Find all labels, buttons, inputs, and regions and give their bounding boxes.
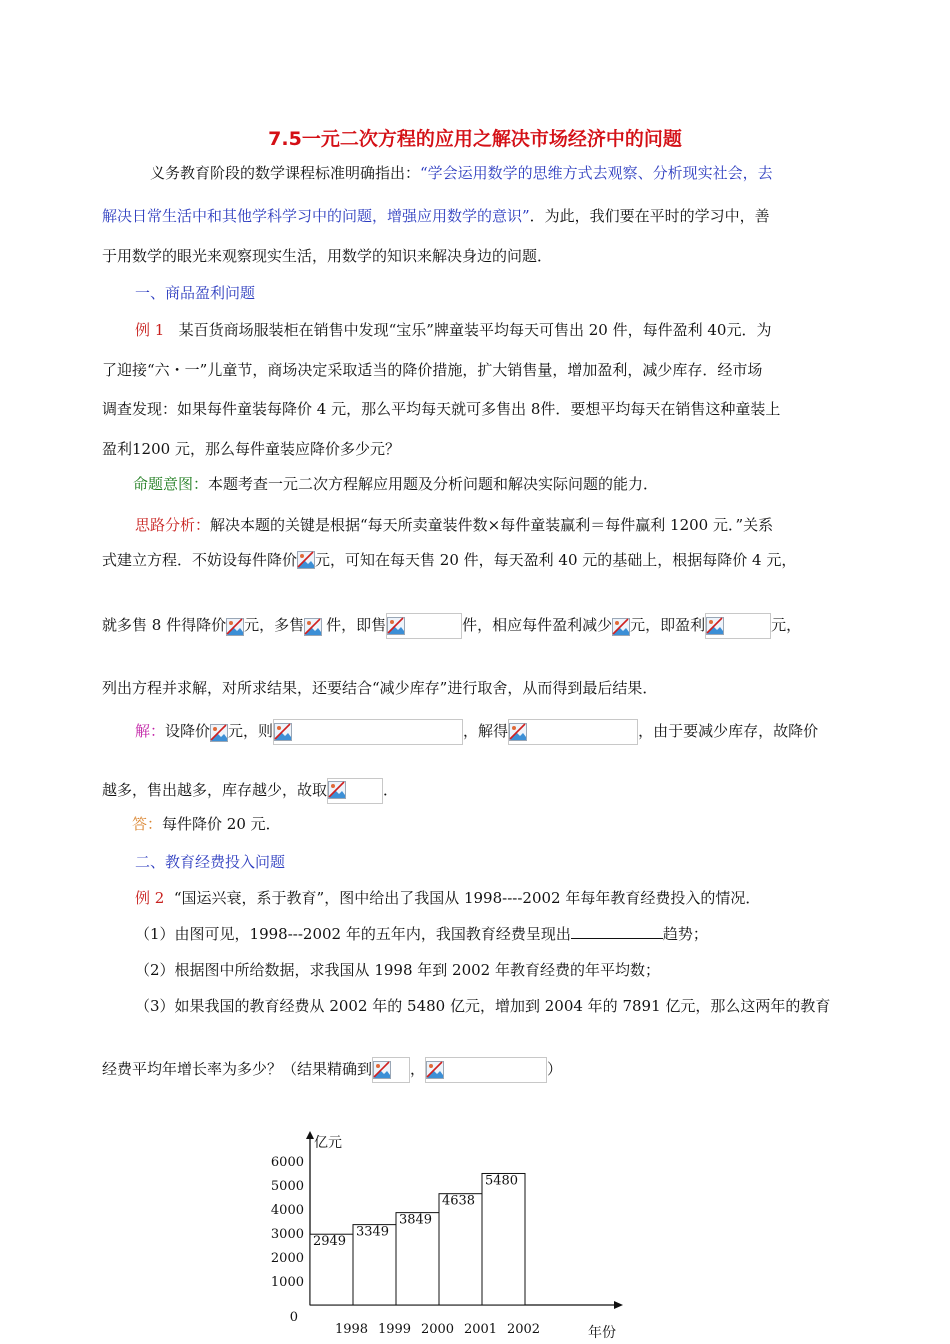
broken-image-icon bbox=[387, 617, 405, 635]
question-2: （2）根据图中所给数据，求我国从 1998 年到 2002 年教育经费的年平均数； bbox=[135, 961, 660, 979]
example1-line-4: 盈利1200 元，那么每件童装应降价多少元？ bbox=[102, 440, 400, 458]
formula-image bbox=[372, 1057, 410, 1083]
page-title: 7.5一元二次方程的应用之解决市场经济中的问题 bbox=[268, 128, 682, 150]
formula-image bbox=[425, 1057, 547, 1083]
intro-line-3: 于用数学的眼光来观察现实生活，用数学的知识来解决身边的问题． bbox=[102, 247, 553, 265]
analysis-text: 元，即盈利 bbox=[630, 616, 706, 634]
intent-text: 本题考查一元二次方程解应用题及分析问题和解决实际问题的能力． bbox=[208, 475, 659, 493]
y-tick-label: 6000 bbox=[270, 1155, 304, 1170]
solution-text: 元，则 bbox=[228, 722, 274, 740]
formula-image bbox=[705, 613, 771, 639]
analysis-label: 思路分析： bbox=[135, 516, 211, 534]
question-3-line-1: （3）如果我国的教育经费从 2002 年的 5480 亿元，增加到 2004 年的 7891 亿元，那么这两年的教育 bbox=[135, 997, 831, 1015]
x-axis-arrow bbox=[614, 1301, 623, 1309]
section1-heading: 一、商品盈利问题 bbox=[135, 284, 256, 302]
example1-line-1 bbox=[135, 320, 771, 340]
solution-text: 越多，售出越多，库存越少，故取 bbox=[102, 781, 328, 799]
answer-line bbox=[132, 814, 281, 834]
y-tick-label: 1000 bbox=[270, 1275, 304, 1290]
intro-line-1 bbox=[150, 163, 773, 183]
y-axis-arrow bbox=[306, 1131, 314, 1139]
example1-text: 某百货商场服装柜在销售中发现“宝乐”牌童装平均每天可售出 20 件，每件盈利 40元．为 bbox=[178, 321, 772, 339]
broken-image-icon bbox=[373, 1061, 391, 1079]
x-tick-label: 1999 bbox=[377, 1322, 412, 1337]
broken-image-icon bbox=[612, 618, 630, 636]
question-text: （1）由图可见，1998---2002 年的五年内，我国教育经费呈现出 bbox=[135, 925, 571, 943]
bar bbox=[439, 1194, 482, 1305]
data-label: 2949 bbox=[312, 1234, 347, 1250]
question-3-line-2 bbox=[102, 1054, 562, 1084]
solution-text: ，由于要减少库存，故降价 bbox=[638, 722, 819, 740]
analysis-text: 元，可知在每天售 20 件，每天盈利 40 元的基础上，根据每降价 4 元， bbox=[315, 551, 797, 569]
broken-image-icon bbox=[706, 617, 724, 635]
example2-label: 例 2 bbox=[135, 889, 165, 907]
analysis-text: 解决本题的关键是根据“每天所卖童装件数×每件童装赢利＝每件赢利 1200 元．”关系 bbox=[210, 516, 774, 534]
y-axis-label: 亿元 bbox=[314, 1135, 342, 1151]
example2-line-1 bbox=[135, 888, 760, 908]
intro-line-2 bbox=[102, 206, 770, 226]
question-text: ， bbox=[410, 1060, 426, 1078]
broken-image-icon bbox=[297, 551, 315, 569]
intent-label: 命题意图： bbox=[133, 475, 209, 493]
x-tick-label: 2001 bbox=[463, 1322, 498, 1337]
y-tick-label: 0 bbox=[289, 1310, 298, 1325]
analysis-text: 式建立方程．不妨设每件降价 bbox=[102, 551, 298, 569]
data-label: 5480 bbox=[484, 1173, 519, 1189]
intro-quote: “学会运用数学的思维方式去观察、分析现实社会，去 bbox=[420, 164, 773, 182]
section2-heading: 二、教育经费投入问题 bbox=[135, 853, 286, 871]
answer-text: 每件降价 20 元． bbox=[162, 815, 281, 833]
formula-image bbox=[273, 719, 463, 745]
question-1 bbox=[135, 924, 708, 944]
formula-image bbox=[508, 719, 638, 745]
x-tick-label: 1998 bbox=[334, 1322, 369, 1337]
intent-line bbox=[133, 474, 658, 494]
solution-line-1 bbox=[135, 716, 818, 746]
question-text: 经费平均年增长率为多少？（结果精确到 bbox=[102, 1060, 373, 1078]
example2-text: “国运兴衰，系于教育”，图中给出了我国从 1998----2002 年每年教育经费投入的情况． bbox=[173, 889, 761, 907]
solution-text: ，解得 bbox=[463, 722, 509, 740]
y-tick-label: 3000 bbox=[270, 1227, 304, 1242]
solution-text: 设降价 bbox=[165, 722, 211, 740]
y-tick-label: 5000 bbox=[270, 1179, 304, 1194]
broken-image-icon bbox=[426, 1061, 444, 1079]
y-tick-label: 4000 bbox=[270, 1203, 304, 1218]
data-label: 3849 bbox=[398, 1212, 433, 1228]
data-label: 3349 bbox=[355, 1224, 390, 1240]
broken-image-icon bbox=[509, 723, 527, 741]
analysis-text: 元， bbox=[771, 616, 802, 634]
answer-blank[interactable] bbox=[571, 924, 663, 939]
analysis-text: 件，即售 bbox=[326, 616, 387, 634]
broken-image-icon bbox=[274, 723, 292, 741]
intro-text: 义务教育阶段的数学课程标准明确指出： bbox=[150, 164, 421, 182]
intro-text: ．为此，我们要在平时的学习中，善 bbox=[529, 207, 770, 225]
example1-line-3: 调查发现：如果每件童装每降价 4 元，那么平均每天就可多售出 8件．要想平均每天在销售这种童装上 bbox=[102, 400, 781, 418]
analysis-line-3 bbox=[102, 610, 801, 640]
formula-image bbox=[226, 614, 244, 638]
broken-image-icon bbox=[226, 618, 244, 636]
formula-image bbox=[327, 778, 383, 804]
y-tick-label: 2000 bbox=[270, 1251, 304, 1266]
analysis-line-2 bbox=[102, 550, 796, 572]
broken-image-icon bbox=[210, 724, 228, 742]
education-funding-chart bbox=[260, 1125, 640, 1344]
formula-image bbox=[386, 613, 462, 639]
question-text: 趋势； bbox=[662, 925, 708, 943]
data-label: 4638 bbox=[441, 1193, 476, 1209]
formula-image bbox=[297, 550, 315, 572]
analysis-text: 元，多售 bbox=[244, 616, 305, 634]
answer-label: 答： bbox=[132, 815, 163, 833]
analysis-line-1 bbox=[135, 515, 773, 535]
example1-label: 例 1 bbox=[135, 321, 165, 339]
formula-image bbox=[612, 614, 630, 638]
analysis-text: 就多售 8 件得降价 bbox=[102, 616, 227, 634]
solution-text: ． bbox=[383, 781, 399, 799]
x-tick-label: 2002 bbox=[506, 1322, 541, 1337]
broken-image-icon bbox=[304, 618, 322, 636]
example1-line-2: 了迎接“六・一”儿童节，商场决定采取适当的降价措施，扩大销售量，增加盈利，减少库存．经市场 bbox=[102, 361, 763, 379]
x-axis-label: 年份 bbox=[588, 1325, 616, 1341]
solution-line-2 bbox=[102, 777, 398, 804]
analysis-line-4: 列出方程并求解，对所求结果，还要结合“减少库存”进行取舍，从而得到最后结果． bbox=[102, 679, 658, 697]
intro-quote: 解决日常生活中和其他学科学习中的问题，增强应用数学的意识” bbox=[102, 207, 530, 225]
question-text: ） bbox=[547, 1060, 563, 1078]
x-tick-label: 2000 bbox=[420, 1322, 455, 1337]
formula-image bbox=[210, 720, 228, 744]
formula-image bbox=[304, 614, 326, 638]
solution-label: 解： bbox=[135, 722, 166, 740]
bar bbox=[482, 1173, 525, 1305]
analysis-text: 件，相应每件盈利减少 bbox=[462, 616, 613, 634]
broken-image-icon bbox=[328, 781, 346, 799]
